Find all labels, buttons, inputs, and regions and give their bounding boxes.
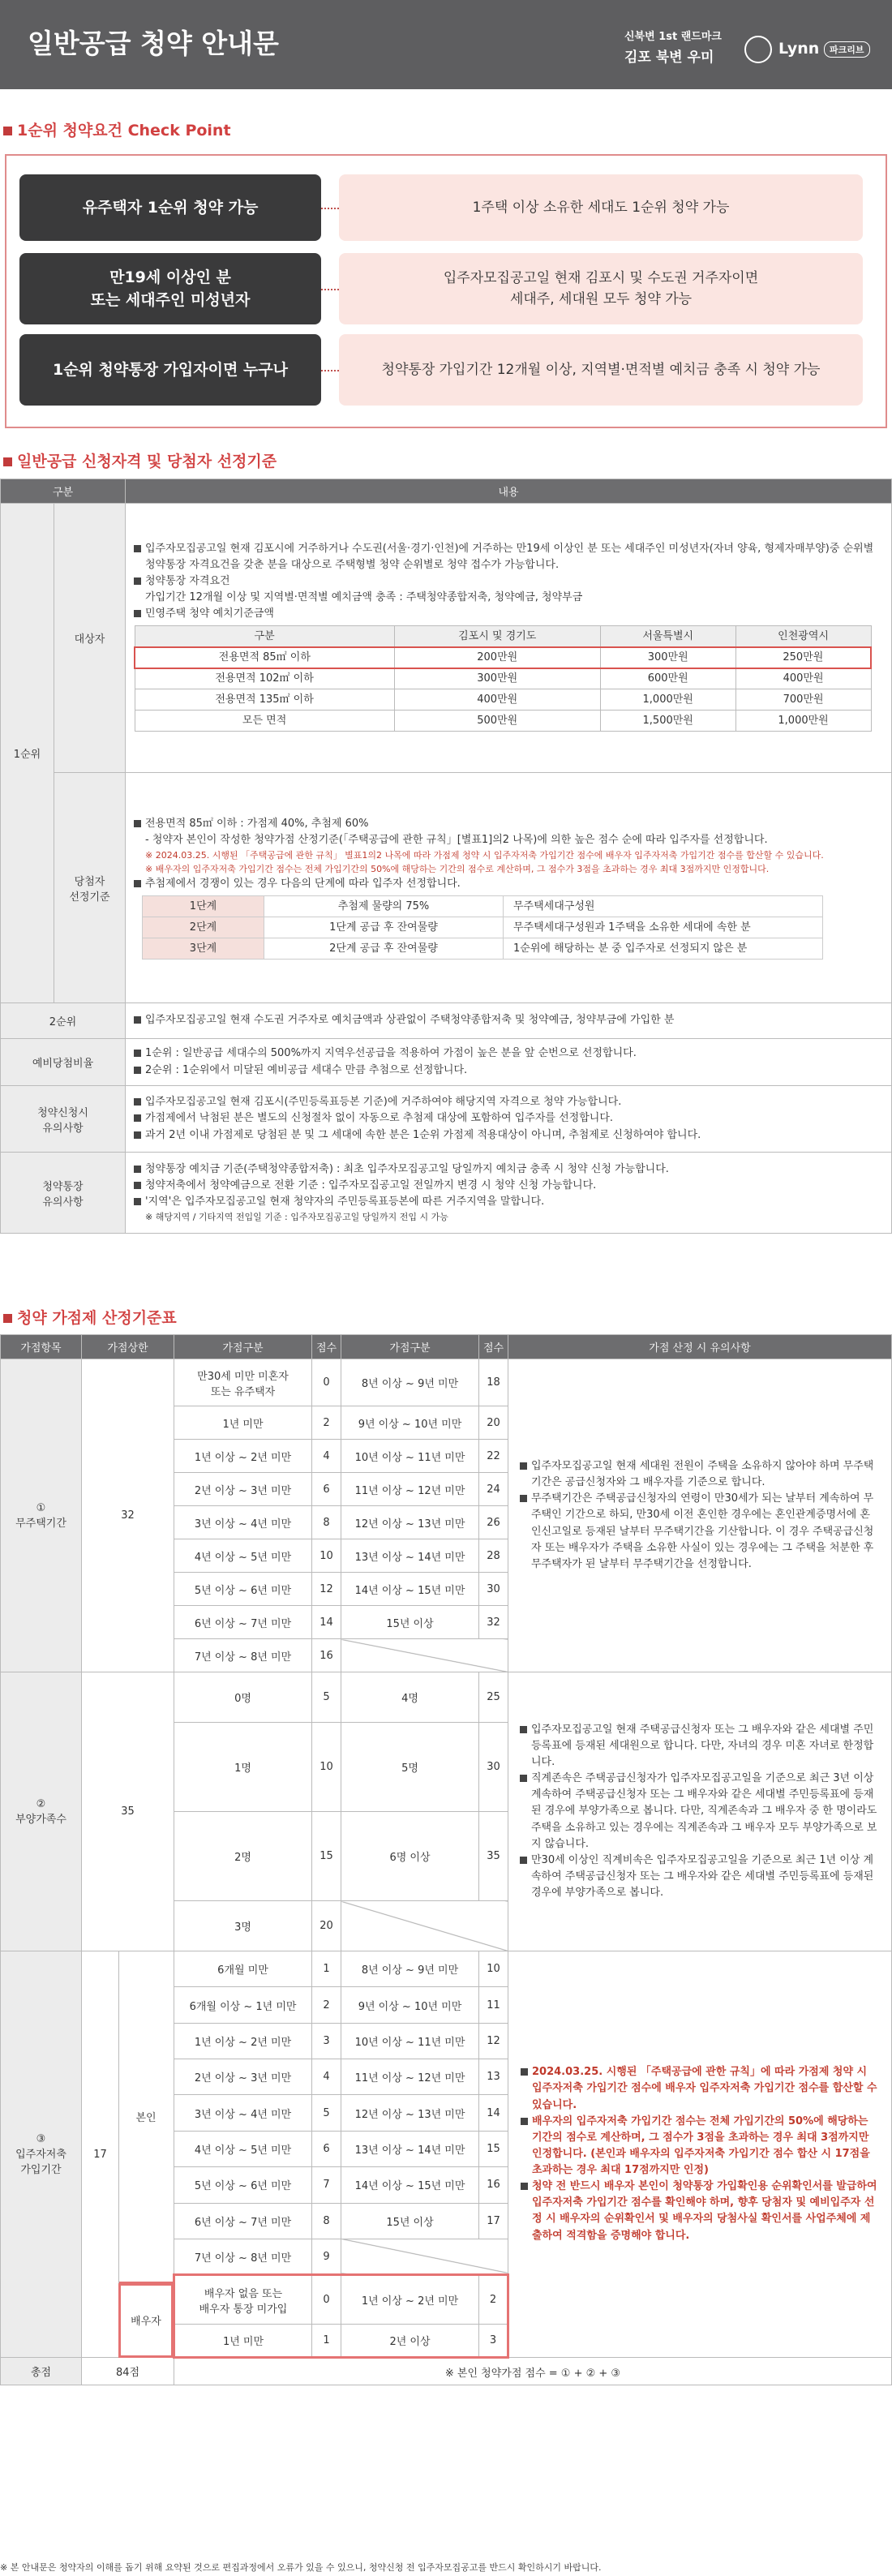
account-bullet2: 청약저축에서 청약예금으로 전환 기준 : 입주자모집공고일 전일까지 변경 시 청약 신청 가능합니다. [134,1178,883,1194]
diagonal-empty-cell [341,1901,508,1951]
score-cell: 15 [312,1812,341,1901]
step-stage: 3단계 [143,938,264,960]
score-cell: 4년 이상 ~ 5년 미만 [174,2131,312,2166]
winner-label: 당첨자 선정기준 [54,773,126,1003]
reserve-label: 예비당첨비율 [1,1039,126,1086]
score-cell: 15 [479,2131,508,2166]
account-period-max: 17 [82,1951,119,2357]
spouse-cell: 1 [312,2324,341,2357]
score-cell: 10년 이상 ~ 11년 미만 [341,2023,479,2059]
score-header: 가점 산정 시 유의사항 [508,1335,892,1359]
section-square-icon [3,1314,12,1323]
deposit-cell: 1,500만원 [600,711,735,732]
rank1-label: 1순위 [1,504,54,1003]
score-cell: 7년 이상 ~ 8년 미만 [174,2239,312,2274]
score-cell: 5년 이상 ~ 6년 미만 [174,1573,312,1606]
cp-right-1: 1주택 이상 소유한 세대도 1순위 청약 가능 [339,174,863,241]
account-label: 청약통장 유의사항 [1,1153,126,1234]
step-row [143,896,823,917]
score-cell: 32 [479,1606,508,1639]
score-cell: 9년 이상 ~ 10년 미만 [341,1406,479,1440]
homeless-label: ① 무주택기간 [1,1359,82,1672]
spouse-cell: 1년 미만 [174,2324,312,2357]
brand-logo [624,28,884,66]
target-content [126,504,892,773]
dependents-max: 35 [82,1672,174,1951]
page-title: 일반공급 청약 안내문 [28,28,279,59]
dependents-notes [508,1672,892,1951]
score-cell: 12년 이상 ~ 13년 미만 [341,2095,479,2131]
winner-sub1: - 청약자 본인이 작성한 청약가점 산정기준(「주택공급에 관한 규칙」[별표1]의2 나목)에 의한 높은 점수 순에 따라 입주자를 선정합니다. [145,833,768,846]
target-bullet2-sub: 가입기간 12개월 이상 및 지역별·면적별 예치금액 충족 : 주택청약종합저축, 청약예금, 청약부금 [145,591,583,604]
score-header: 가점구분 [341,1335,479,1359]
score-cell: 10년 이상 ~ 11년 미만 [341,1440,479,1473]
brand-tag: 파크리브 [824,41,870,58]
homeless-max: 32 [82,1359,174,1672]
score-cell: 14 [479,2095,508,2131]
deposit-header: 서울특별시 [600,626,735,647]
score-cell: 8 [312,1506,341,1539]
section-square-icon [3,457,12,466]
dependents-note1: 입주자모집공고일 현재 주택공급신청자 또는 그 배우자와 같은 세대별 주민등록표에 등재된 세대원으로 합니다. 다만, 자녀의 경우 미혼 자녀로 한정합니다. [520,1722,880,1771]
score-cell: 22 [479,1440,508,1473]
score-cell: 16 [479,2167,508,2203]
caution-bullet3: 과거 2년 이내 가점제로 당첨된 분 및 그 세대에 속한 분은 1순위 가점제 적용대상이 아니며, 추첨제로 신청하여야 합니다. [134,1127,883,1144]
score-cell: 15년 이상 [341,1606,479,1639]
score-cell: 14년 이상 ~ 15년 미만 [341,2167,479,2203]
account-period-label: ③ 입주자저축 가입기간 [1,1951,82,2358]
winner-red2: ※ 배우자의 입주자저축 가입기간 점수는 전체 가입기간의 50%에 해당하는 기간의 점수로 계산하며, 그 점수가 3점을 초과하는 경우 최대 3점까지만 인정합니다. [145,864,770,875]
score-cell: 1년 이상 ~ 2년 미만 [174,2023,312,2059]
score-cell: 26 [479,1506,508,1539]
score-cell: 0 [312,1359,341,1406]
target-bullet2: 청약통장 자격요건 [134,573,883,590]
spouse-cell: 3 [479,2324,508,2357]
cp-right-2: 입주자모집공고일 현재 김포시 및 수도권 거주자이면 세대주, 세대원 모두 청약 가능 [339,253,863,324]
score-cell: 6개월 이상 ~ 1년 미만 [174,1987,312,2023]
caution-label: 청약신청시 유의사항 [1,1086,126,1153]
footer-note: ※ 본 안내문은 청약자의 이해를 돕기 위해 요약된 것으로 편집과정에서 오류가 있을 수 있으니, 청약신청 전 입주자모집공고를 반드시 확인하시기 바랍니다. [0,2562,602,2573]
account-content [126,1153,892,1234]
score-header: 가점항목 [1,1335,82,1359]
score-cell: 9 [312,2239,341,2274]
header-banner [0,0,892,89]
deposit-cell: 200만원 [394,647,600,668]
deposit-header: 구분 [135,626,394,647]
score-cell: 0명 [174,1672,312,1723]
account-period-max-cell [82,1951,174,2358]
qualification-table [0,479,892,1234]
winner-red1: ※ 2024.03.25. 시행된 「주택공급에 관한 규칙」 별표1의2 나목에 따라 가점제 청약 시 입주자저축 가입기간 점수에 배우자 입주자저축 가입기간 점수를 합산할 수 있습니다. [145,850,824,861]
step-row [143,938,823,960]
score-cell: 2 [312,1987,341,2023]
score-cell: 16 [312,1639,341,1672]
score-cell: 6 [312,1473,341,1506]
target-bullet3: 민영주택 청약 예치기준금액 [134,606,883,622]
deposit-cell: 전용면적 135㎡ 이하 [135,689,394,711]
score-cell: 6명 이상 [341,1812,479,1901]
account-note3: 청약 전 반드시 배우자 본인이 청약통장 가입확인용 순위확인서를 발급하여 입주자저축 가입기간 점수를 확인해야 하며, 향후 당첨자 및 예비입주자 선정 시 배우자의 순위확인서 및 배우자의 당첨사실 확인서를 사업주체에 제출하여 적격함을 증명해야 합니다. [521,2179,880,2244]
step-target: 1순위에 해당하는 분 중 입주자로 선정되지 않은 분 [504,938,823,960]
step-target: 무주택세대구성원과 1주택을 소유한 세대에 속한 분 [504,917,823,938]
score-cell: 10 [312,1539,341,1573]
score-cell: 6년 이상 ~ 7년 미만 [174,2203,312,2239]
dependents-label: ② 부양가족수 [1,1672,82,1951]
cp-left-3: 1순위 청약통장 가입자이면 누구나 [19,334,321,406]
score-cell: 20 [479,1406,508,1440]
score-cell: 28 [479,1539,508,1573]
deposit-cell: 300만원 [600,647,735,668]
rank2-text: 입주자모집공고일 현재 수도권 거주자로 예치금액과 상관없이 주택청약종합저축 및 청약예금, 청약부금에 가입한 분 [134,1012,883,1028]
score-cell: 4 [312,1440,341,1473]
account-self-label: 본인 [119,1951,173,2284]
score-cell: 3 [312,2023,341,2059]
score-header: 점수 [312,1335,341,1359]
score-cell: 6 [312,2131,341,2166]
deposit-cell: 400만원 [735,668,871,689]
cp-connector-3 [321,370,339,371]
score-cell: 3년 이상 ~ 4년 미만 [174,1506,312,1539]
deposit-cell: 1,000만원 [600,689,735,711]
score-cell: 6개월 미만 [174,1951,312,1987]
score-cell: 2 [312,1406,341,1440]
winner-bullet2: 추첨제에서 경쟁이 있는 경우 다음의 단계에 따라 입주자 선정합니다. [134,876,883,892]
deposit-header: 인천광역시 [735,626,871,647]
reserve-bullet2: 2순위 : 1순위에서 미달된 예비공급 세대수 만큼 추첨으로 선정합니다. [134,1063,883,1079]
account-bullet1: 청약통장 예치금 기준(주택청약종합저축) : 최초 입주자모집공고일 당일까지 예치금 충족 시 청약 신청 가능합니다. [134,1161,883,1178]
deposit-header: 김포시 및 경기도 [394,626,600,647]
caution-content [126,1086,892,1153]
score-cell: 5명 [341,1723,479,1812]
score-cell: 7 [312,2167,341,2203]
account-note1: 2024.03.25. 시행된 「주택공급에 관한 규칙」에 따라 가점제 청약 시 입주자저축 가입기간 점수에 배우자 입주자저축 가입기간 점수를 합산할 수 있습니다. [521,2064,880,2113]
score-cell: 7년 이상 ~ 8년 미만 [174,1639,312,1672]
lynn-circle-icon [744,36,772,63]
reserve-bullet1: 1순위 : 일반공급 세대수의 500%까지 지역우선공급을 적용하여 가점이 높은 분을 앞 순번으로 선정합니다. [134,1045,883,1062]
score-cell: 30 [479,1723,508,1812]
reserve-content [126,1039,892,1086]
score-cell: 1년 미만 [174,1406,312,1440]
steps-table [142,895,823,960]
score-cell: 17 [479,2203,508,2239]
score-cell: 4 [312,2059,341,2095]
spouse-cell: 2 [479,2275,508,2325]
score-cell: 3년 이상 ~ 4년 미만 [174,2095,312,2131]
score-cell: 10 [312,1723,341,1812]
cp-left-2: 만19세 이상인 분 또는 세대주인 미성년자 [19,253,321,324]
deposit-cell: 전용면적 85㎡ 이하 [135,647,394,668]
caution-bullet1: 입주자모집공고일 현재 김포시(주민등록표등본 기준)에 거주하여야 해당지역 자격으로 청약 가능합니다. [134,1094,883,1110]
account-note2: 배우자의 입주자저축 가입기간 점수는 전체 가입기간의 50%에 해당하는 기간의 점수로 계산하며, 그 점수가 3점을 초과하는 경우 최대 3점까지만 인정합니다. (본인과 배우자의 입주자저축 가입기간 점수 합산 시 17점을 초과하는 경우 최대 17점까지만 인정) [521,2114,880,2179]
score-title: 청약 가점제 산정기준표 [3,1306,177,1328]
score-cell: 1년 이상 ~ 2년 미만 [174,1440,312,1473]
score-header: 가점상한 [82,1335,174,1359]
score-cell: 4명 [341,1672,479,1723]
spouse-cell: 2년 이상 [341,2324,479,2357]
score-cell: 30 [479,1573,508,1606]
score-cell: 11년 이상 ~ 12년 미만 [341,1473,479,1506]
score-cell: 3명 [174,1901,312,1951]
dependents-note3: 만30세 이상인 직계비속은 입주자모집공고일을 기준으로 최근 1년 이상 계속하여 주택공급신청자 또는 그 배우자와 같은 세대별 주민등록표에 등재된 경우에 부양가족으로 봅니다. [520,1853,880,1901]
rank2-label: 2순위 [1,1003,126,1039]
brand-lynn: Lynn [778,40,820,58]
target-bullet1: 입주자모집공고일 현재 김포시에 거주하거나 수도권(서울·경기·인천)에 거주하는 만19세 이상인 분 또는 세대주인 미성년자(자녀 양육, 형제자매부양)중 순위별 청약통장 자격요건을 갖춘 분을 대상으로 주택형별 청약 순위별로 청약 접수가 가능합니다. [134,541,883,573]
deposit-cell: 600만원 [600,668,735,689]
score-table [0,1334,892,2385]
score-cell: 5 [312,1672,341,1723]
score-cell: 8년 이상 ~ 9년 미만 [341,1359,479,1406]
score-cell: 13년 이상 ~ 14년 미만 [341,2131,479,2166]
score-cell: 18 [479,1359,508,1406]
total-formula: ※ 본인 청약가점 점수 = ① + ② + ③ [174,2358,892,2385]
step-volume: 추첨제 물량의 75% [264,896,504,917]
score-cell: 14 [312,1606,341,1639]
step-volume: 1단계 공급 후 잔여물량 [264,917,504,938]
score-cell: 5년 이상 ~ 6년 미만 [174,2167,312,2203]
spouse-cell: 배우자 없음 또는 배우자 통장 미가입 [174,2275,312,2325]
score-header: 가점구분 [174,1335,312,1359]
deposit-row [135,711,871,732]
col-content: 내용 [126,479,892,504]
section-square-icon [3,127,12,135]
homeless-note2: 무주택기간은 주택공급신청자의 연령이 만30세가 되는 날부터 계속하여 무주택인 기간으로 하되, 만30세 이전 혼인한 경우에는 혼인관계증명서에 혼인신고일로 등재된 날부터 무주택기간을 기산합니다. 이 경우 주택공급신청자 또는 배우자가 주택을 소유한 사실이 있는 경우에는 그 주택을 처분한 후 무주택자가 된 날부터 무주택기간을 선정합니다. [520,1491,880,1573]
score-cell: 2년 이상 ~ 3년 미만 [174,1473,312,1506]
score-cell: 2명 [174,1812,312,1901]
cp-right-3: 청약통장 가입기간 12개월 이상, 지역별·면적별 예치금 충족 시 청약 가능 [339,334,863,406]
deposit-cell: 500만원 [394,711,600,732]
score-cell: 20 [312,1901,341,1951]
checkpoint-title: 1순위 청약요건 Check Point [3,118,231,140]
deposit-row [135,668,871,689]
score-cell: 6년 이상 ~ 7년 미만 [174,1606,312,1639]
dependents-note2: 직계존속은 주택공급신청자가 입주자모집공고일을 기준으로 최근 3년 이상 계속하여 주택공급신청자 또는 그 배우자와 같은 세대별 주민등록표에 등재된 경우에 부양가족으로 봅니다. 다만, 직계존속과 그 배우자 중 한 명이라도 주택을 소유하고 있는 경우에는 직계존속과 그 배우자 모두 부양가족으로 보지 않습니다. [520,1771,880,1853]
rank2-content [126,1003,892,1039]
score-cell: 9년 이상 ~ 10년 미만 [341,1987,479,2023]
brand-line2: 김포 북변 우미 [624,49,714,66]
score-cell: 11 [479,1987,508,2023]
cp-connector-1 [321,208,339,209]
spouse-cell: 0 [312,2275,341,2325]
step-row [143,917,823,938]
score-cell: 4년 이상 ~ 5년 미만 [174,1539,312,1573]
score-cell: 만30세 미만 미혼자 또는 유주택자 [174,1359,312,1406]
score-cell: 11년 이상 ~ 12년 미만 [341,2059,479,2095]
score-cell: 13 [479,2059,508,2095]
score-cell: 12년 이상 ~ 13년 미만 [341,1506,479,1539]
score-cell: 13년 이상 ~ 14년 미만 [341,1539,479,1573]
total-label: 총점 [1,2358,82,2385]
deposit-cell: 400만원 [394,689,600,711]
col-gubun: 구분 [1,479,126,504]
score-cell: 1 [312,1951,341,1987]
deposit-cell: 전용면적 102㎡ 이하 [135,668,394,689]
brand-line1: 신북변 1st 랜드마크 [624,31,722,43]
score-cell: 14년 이상 ~ 15년 미만 [341,1573,479,1606]
score-cell: 8 [312,2203,341,2239]
score-cell: 24 [479,1473,508,1506]
step-target: 무주택세대구성원 [504,896,823,917]
deposit-cell: 모든 면적 [135,711,394,732]
winner-content [126,773,892,1003]
score-cell: 1명 [174,1723,312,1812]
caution-bullet2: 가점제에서 낙첨된 분은 별도의 신청절차 없이 자동으로 추첨제 대상에 포함하여 입주자를 선정합니다. [134,1110,883,1127]
deposit-cell: 1,000만원 [735,711,871,732]
cp-connector-2 [321,289,339,290]
homeless-notes [508,1359,892,1672]
score-cell: 2년 이상 ~ 3년 미만 [174,2059,312,2095]
deposit-cell: 300만원 [394,668,600,689]
diagonal-empty-cell [341,1639,508,1672]
score-cell: 15년 이상 [341,2203,479,2239]
score-cell: 5 [312,2095,341,2131]
account-note: ※ 해당지역 / 기타지역 전입일 기준 : 입주자모집공고일 당일까지 전입 시 가능 [145,1212,448,1223]
score-cell: 12 [312,1573,341,1606]
homeless-note1: 입주자모집공고일 현재 세대원 전원이 주택을 소유하지 않아야 하며 무주택기간은 공급신청자와 그 배우자를 기준으로 합니다. [520,1458,880,1491]
score-cell: 8년 이상 ~ 9년 미만 [341,1951,479,1987]
step-stage: 1단계 [143,896,264,917]
score-cell: 12 [479,2023,508,2059]
deposit-row-highlighted [135,647,871,668]
winner-bullet1: 전용면적 85㎡ 이하 : 가점제 40%, 추첨제 60% [134,816,883,832]
account-spouse-label: 배우자 [119,2284,173,2357]
account-period-notes [508,1951,892,2358]
target-label: 대상자 [54,504,126,773]
qualification-title: 일반공급 신청자격 및 당첨자 선정기준 [3,449,277,471]
deposit-row [135,689,871,711]
score-cell: 10 [479,1951,508,1987]
cp-left-1: 유주택자 1순위 청약 가능 [19,174,321,241]
spouse-cell: 1년 이상 ~ 2년 미만 [341,2275,479,2325]
deposit-table [134,625,872,732]
score-cell: 25 [479,1672,508,1723]
account-bullet3: '지역'은 입주자모집공고일 현재 청약자의 주민등록표등본에 따른 거주지역을 말합니다. [134,1194,883,1210]
score-cell: 35 [479,1812,508,1901]
step-stage: 2단계 [143,917,264,938]
total-max: 84점 [82,2358,174,2385]
deposit-cell: 700만원 [735,689,871,711]
step-volume: 2단계 공급 후 잔여물량 [264,938,504,960]
diagonal-empty-cell [341,2239,508,2274]
deposit-cell: 250만원 [735,647,871,668]
score-header: 점수 [479,1335,508,1359]
